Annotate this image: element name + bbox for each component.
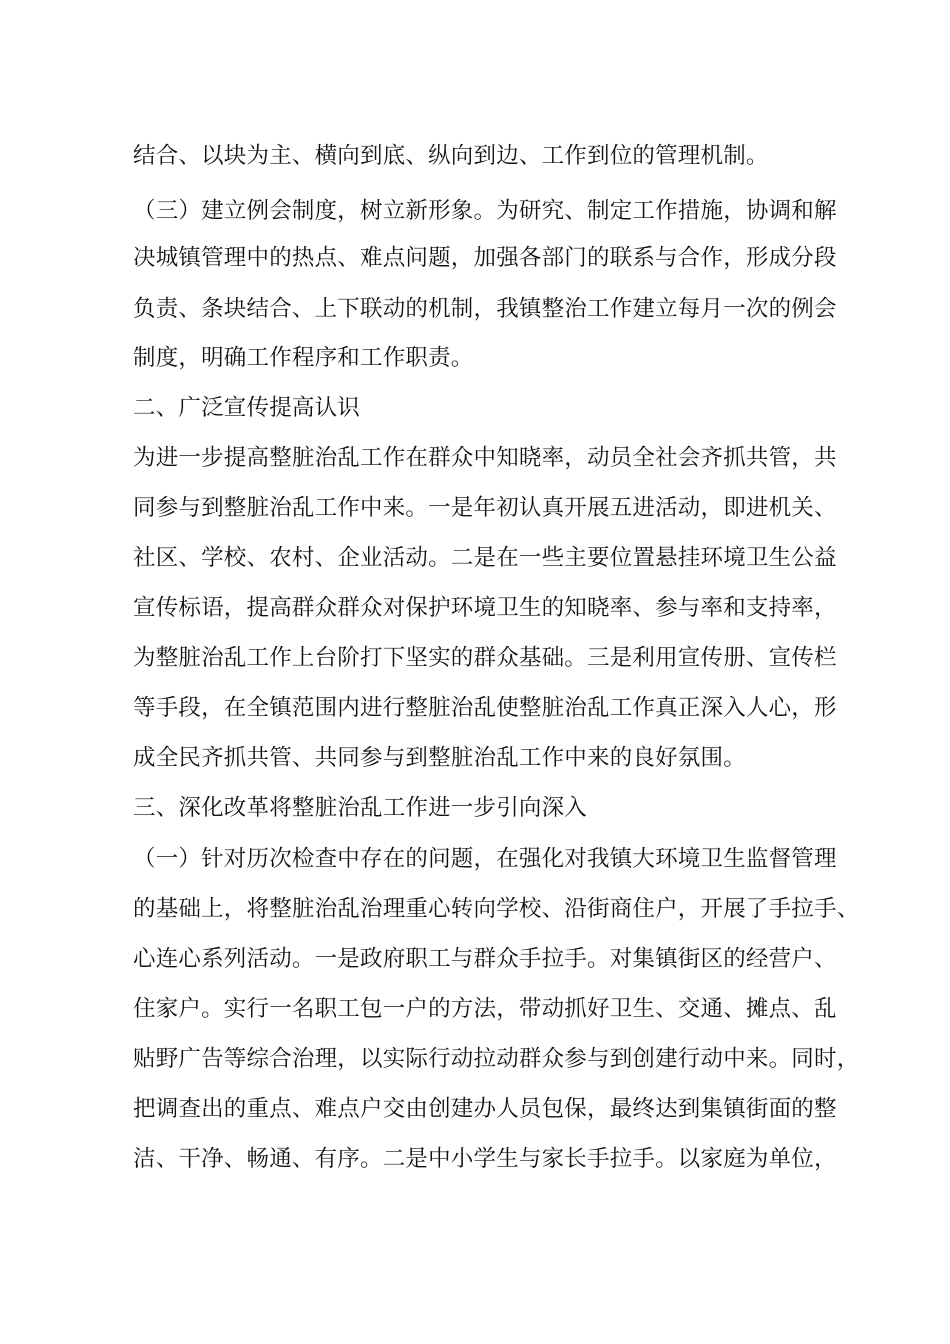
text-line: 宣传标语，提高群众群众对保护环境卫生的知晓率、参与率和支持率， [133, 595, 837, 621]
text-line: 成全民齐抓共管、共同参与到整脏治乱工作中来的良好氛围。 [133, 745, 746, 771]
section-heading: 三、深化改革将整脏治乱工作进一步引向深入 [133, 795, 588, 821]
text-line: 社区、学校、农村、企业活动。二是在一些主要位置悬挂环境卫生公益 [133, 545, 837, 571]
text-line: 等手段，在全镇范围内进行整脏治乱使整脏治乱工作真正深入人心，形 [133, 695, 837, 721]
text-line: 制度，明确工作程序和工作职责。 [133, 345, 474, 371]
text-line: （三）建立例会制度，树立新形象。为研究、制定工作措施，协调和解 [133, 198, 837, 224]
text-line: 心连心系列活动。一是政府职工与群众手拉手。对集镇街区的经营户、 [133, 946, 837, 972]
text-line: 同参与到整脏治乱工作中来。一是年初认真开展五进活动，即进机关、 [133, 495, 837, 521]
text-line: 负责、条块结合、上下联动的机制，我镇整治工作建立每月一次的例会 [133, 296, 837, 322]
text-line: 把调查出的重点、难点户交由创建办人员包保，最终达到集镇街面的整 [133, 1096, 837, 1122]
section-heading: 二、广泛宣传提高认识 [133, 395, 361, 421]
text-line: 结合、以块为主、横向到底、纵向到边、工作到位的管理机制。 [133, 143, 769, 169]
text-line: 住家户。实行一名职工包一户的方法，带动抓好卫生、交通、摊点、乱 [133, 996, 837, 1022]
text-line: 的基础上，将整脏治乱治理重心转向学校、沿街商住户，开展了手拉手、 [133, 896, 860, 922]
text-line: 贴野广告等综合治理，以实际行动拉动群众参与到创建行动中来。同时， [133, 1046, 860, 1072]
text-line: 决城镇管理中的热点、难点问题，加强各部门的联系与合作，形成分段 [133, 245, 837, 271]
text-line: 为进一步提高整脏治乱工作在群众中知晓率，动员全社会齐抓共管，共 [133, 445, 837, 471]
text-line: 为整脏治乱工作上台阶打下坚实的群众基础。三是利用宣传册、宣传栏 [133, 645, 837, 671]
text-line: 洁、干净、畅通、有序。二是中小学生与家长手拉手。以家庭为单位， [133, 1146, 837, 1172]
text-line: （一）针对历次检查中存在的问题，在强化对我镇大环境卫生监督管理 [133, 846, 837, 872]
